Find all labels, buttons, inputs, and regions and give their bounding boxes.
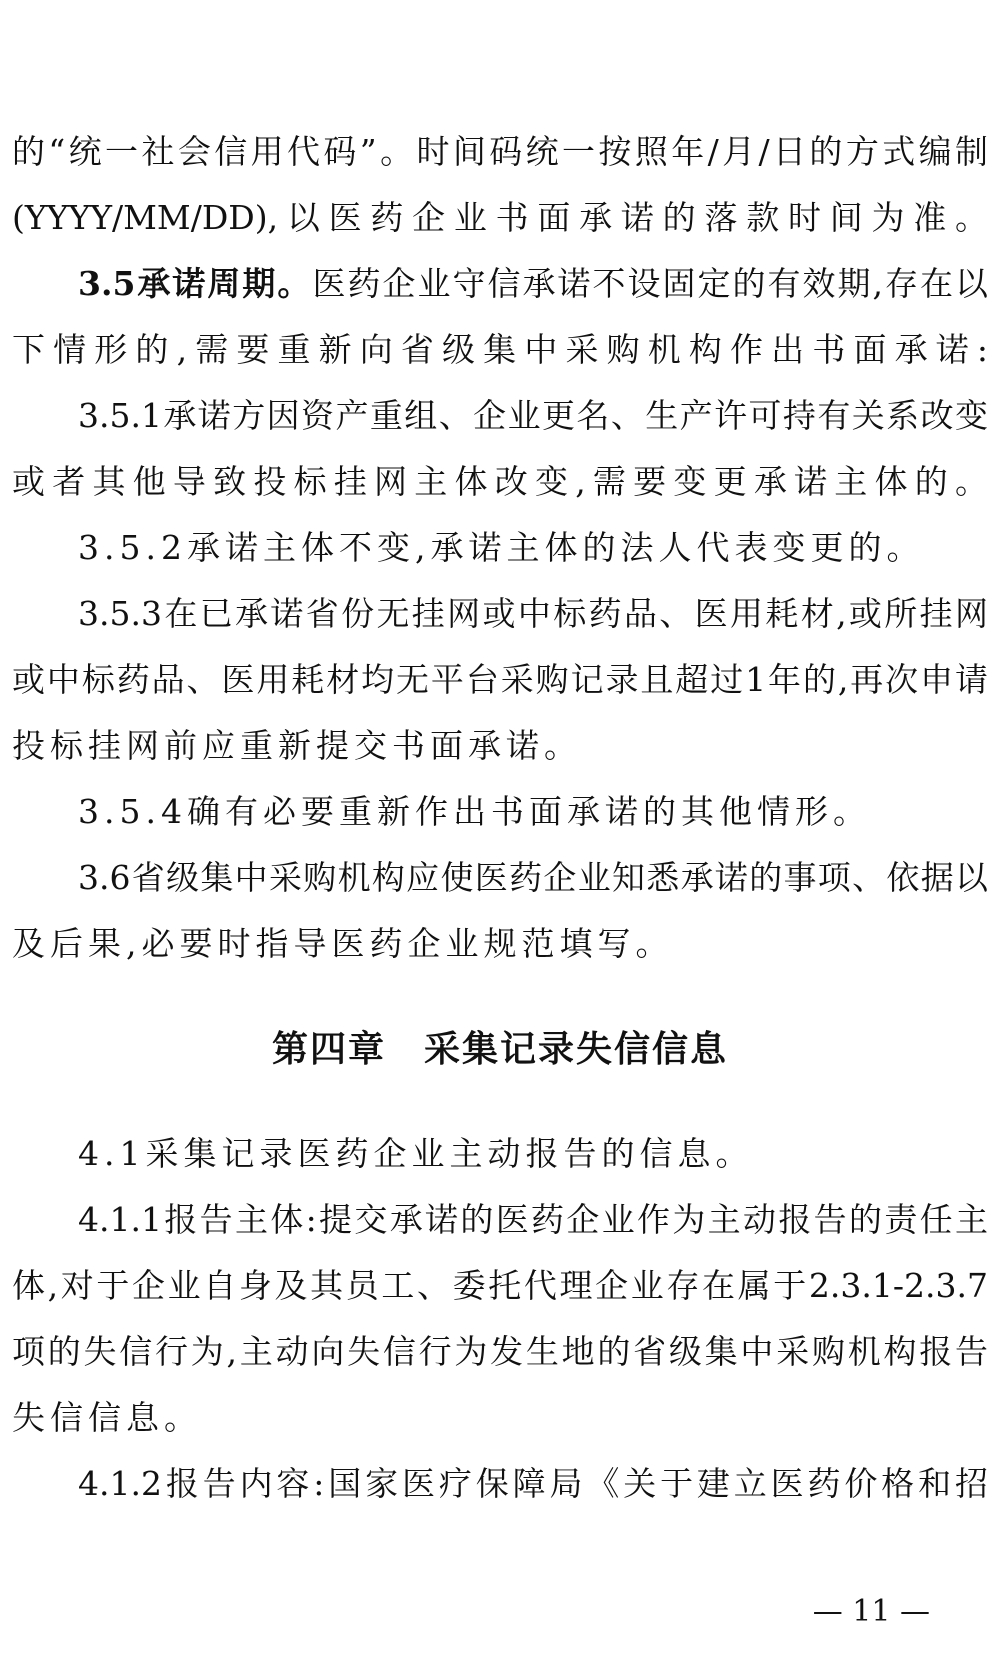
body-line: 的“统一社会信用代码”。时间码统一按照年/月/日的方式编制 <box>12 132 988 171</box>
chapter-heading: 第四章 采集记录失信信息 <box>271 1029 728 1070</box>
body-line: 3.5.2承诺主体不变,承诺主体的法人代表变更的。 <box>78 528 925 567</box>
body-line: 3.5.3在已承诺省份无挂网或中标药品、医用耗材,或所挂网 <box>78 594 988 633</box>
body-line: 投标挂网前应重新提交书面承诺。 <box>12 726 582 765</box>
body-line: 项的失信行为,主动向失信行为发生地的省级集中采购机构报告 <box>12 1332 988 1371</box>
body-line: 4.1.2报告内容:国家医疗保障局《关于建立医药价格和招 <box>78 1464 988 1503</box>
body-line: 失信信息。 <box>12 1398 202 1437</box>
body-line: 3.5.1承诺方因资产重组、企业更名、生产许可持有关系改变 <box>78 396 988 435</box>
body-line: 或中标药品、医用耗材均无平台采购记录且超过1年的,再次申请 <box>12 660 988 699</box>
body-line: 或者其他导致投标挂网主体改变,需要变更承诺主体的。 <box>12 462 988 501</box>
body-line <box>78 262 988 306</box>
section-title-3-5: 3.5承诺周期。 <box>78 264 313 303</box>
section-text-3-5: 医药企业守信承诺不设固定的有效期,存在以 <box>312 264 988 303</box>
body-line: 4.1采集记录医药企业主动报告的信息。 <box>78 1134 754 1173</box>
body-line: 及后果,必要时指导医药企业规范填写。 <box>12 924 674 963</box>
body-line: (YYYY/MM/DD),以医药企业书面承诺的落款时间为准。 <box>12 198 988 237</box>
body-line: 体,对于企业自身及其员工、委托代理企业存在属于2.3.1-2.3.7 <box>12 1266 988 1305</box>
body-line: 下情形的,需要重新向省级集中采购机构作出书面承诺: <box>12 330 988 369</box>
body-line: 3.6省级集中采购机构应使医药企业知悉承诺的事项、依据以 <box>78 858 988 897</box>
body-line: 3.5.4确有必要重新作出书面承诺的其他情形。 <box>78 792 871 831</box>
body-line: 4.1.1报告主体:提交承诺的医药企业作为主动报告的责任主 <box>78 1200 988 1239</box>
page-number: — 11 — <box>812 1594 930 1629</box>
